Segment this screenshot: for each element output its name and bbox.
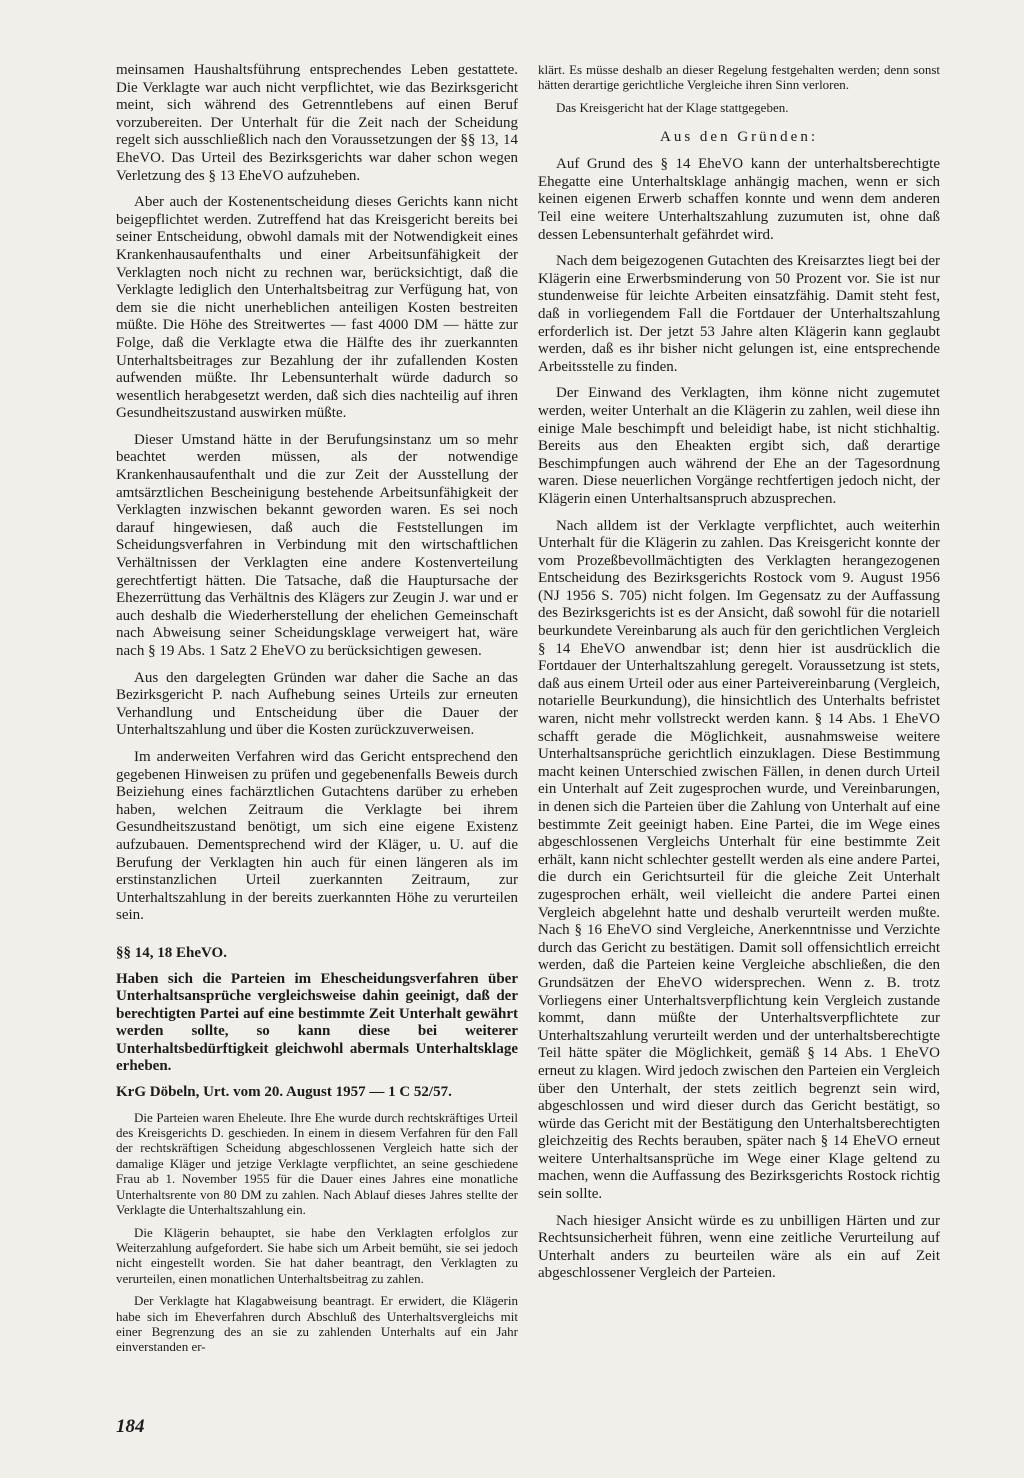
paragraph: Nach hiesiger Ansicht würde es zu unbilligen Härten und zur Rechtsunsicherheit führen, wenn eine zeitliche Verurteilung auf Unterhalt anders zu beurteilen wäre als ein auf Zeit abgeschlossener Vergleich der Parteien.	[538, 1212, 940, 1282]
page-number: 184	[116, 1416, 145, 1437]
paragraph: Der Einwand des Verklagten, ihm könne nicht zugemutet werden, weiter Unterhalt an die Klägerin zu zahlen, weil diese ihn einige Male beschimpft und beleidigt habe, ist nicht stichhaltig. Bereits aus den Eheakten ergibt sich, daß derartige Beschimpfungen auch während der Ehe an der Tagesordnung waren. Diese neuerlichen Vorgänge rechtfertigen jedoch nicht, der Klägerin einen Unterhaltsanspruch abzusprechen.	[538, 385, 940, 507]
paragraph: Nach alldem ist der Verklagte verpflichtet, auch weiterhin Unterhalt für die Klägerin zu zahlen. Das Kreisgericht konnte der vom Prozeßbevollmächtigten des Verklagten herangezogenen Entscheidung des Bezirksgerichts Rostock vom 9. August 1956 (NJ 1956 S. 705) nicht folgen. Im Gegensatz zu der Auffassung des Bezirksgerichts ist es der Ansicht, daß sowohl für die notariell beurkundete Vereinbarung als auch für den gerichtlichen Vergleich § 14 EheVO anwendbar ist; denn hier ist ausdrücklich die Fortdauer der Unterhaltszahlung geregelt. Voraussetzung ist stets, daß aus einem Urteil oder aus einer Parteivereinbarung (Vergleich, notarielle Beurkundung), die hinsichtlich des Unterhalts befristet waren, nicht mehr vollstreckt werden kann. § 14 Abs. 1 EheVO schafft gerade die Möglichkeit, ausnahmsweise weitere Unterhaltsansprüche gerichtlich einzuklagen. Diese Bestimmung macht keinen Unterschied zwischen Fällen, in denen durch Urteil ein Unterhalt auf Zeit zugesprochen wurde, und Vereinbarungen, in denen sich die Parteien über die Zahlung von Unterhalt auf eine bestimmte Zeit geeinigt haben. Eine Partei, die im Wege eines abgeschlossenen Vergleichs Unterhalt für eine bestimmte Zeit erhält, kann nicht schlechter gestellt werden als eine andere Partei, die durch ein Gerichtsurteil für die gleiche Zeit Unterhalt zugesprochen erhält, weil vielleicht die andere Partei einen Vergleich abgelehnt hatte und deshalb verurteilt werden mußte. Nach § 16 EheVO sind Vergleiche, Anerkenntnisse und Verzichte durch das Gericht zu bestätigen. Damit soll offensichtlich erreicht werden, daß die Parteien keine Vergleiche abschließen, die den Grundsätzen der EheVO widersprechen. Wenn z. B. trotz Vorliegens einer Unterhaltsverpflichtung kein Vergleich zustande kommt, dann müßte der Unterhaltsverpflichtete zur Unterhaltszahlung verurteilt werden und der unterhaltsberechtigte Teil hätte später die Möglichkeit, gemäß § 14 Abs. 1 EheVO erneut zu klagen. Wird jedoch zwischen den Parteien ein Vergleich über den Unterhalt, der stets zeitlich begrenzt sein wird, abgeschlossen und wird dieser durch das Gericht bestätigt, so würde das Gericht mit der Bestätigung den Unterhaltsberechtigten gleichzeitig des Rechts berauben, später nach § 14 EheVO erneut weitere Unterhaltsansprüche im Wege einer Klage geltend zu machen, wenn die Auffassung des Bezirksgerichts Rostock richtig sein sollte.	[538, 517, 940, 1203]
reasons-heading: Aus den Gründen:	[660, 129, 818, 146]
facts-paragraph: Die Klägerin behauptet, sie habe den Verklagten erfolglos zur Weiterzahlung aufgefordert. Sie habe sich um Arbeit bemüht, sie sei jedoch nicht eingestellt worden. Sie hat daher beantragt, den Verklagten zu verurteilen, einen monatlichen Unterhaltsbeitrag zu zahlen.	[116, 1224, 518, 1286]
paragraph: Im anderweiten Verfahren wird das Gericht entsprechend den gegebenen Hinweisen zu prüfen und gegebenenfalls Beweis durch Beiziehung eines fachärztlichen Gutachtens darüber zu erheben haben, welchen Zeitraum die Verklagte bei ihrem Gesundheitszustand benötigt, um sich eine eigene Existenz aufzubauen. Dementsprechend wird der Kläger, u. U. auf die Berufung der Verklagten hin auch für einen längeren als im erstinstanzlichen Urteil zuerkannten Zeitraum, zur Unterhaltszahlung in der bereits zuerkannten Höhe zu verurteilen sein.	[116, 748, 518, 924]
facts-paragraph: klärt. Es müsse deshalb an dieser Regelung festgehalten werden; denn sonst hätten derartige gerichtliche Vergleiche ihren Sinn verloren.	[538, 62, 940, 93]
facts-paragraph: Die Parteien waren Eheleute. Ihre Ehe wurde durch rechtskräftiges Urteil des Kreisgerichts D. geschieden. In einem in diesem Verfahren für den Fall der rechtskräftigen Scheidung abgeschlossenen Vergleich hatte sich der damalige Kläger und jetzige Verklagte verpflichtet, an seine geschiedene Frau ab 1. November 1955 für die Dauer eines Jahres eine monatliche Unterhaltsrente von 80 DM zu zahlen. Nach Ablauf dieses Jahres stellte der Verklagte die Unterhaltszahlung ein.	[116, 1109, 518, 1218]
paragraph: meinsamen Haushaltsführung entsprechendes Leben gestattete. Die Verklagte war auch nicht verpflichtet, wie das Bezirksgericht meint, sich während des Getrenntlebens auf einen Beruf vorzubereiten. Der Unterhalt für die Zeit nach der Scheidung regelt sich ausschließlich nach den Voraussetzungen der §§ 13, 14 EheVO. Das Urteil des Bezirksgerichts war daher schon wegen Verletzung des § 13 EheVO aufzuheben.	[116, 62, 518, 184]
case-summary: Haben sich die Parteien im Ehescheidungsverfahren über Unterhaltsansprüche vergleichsweise dahin geeinigt, daß der berechtigten Partei auf eine bestimmte Zeit Unterhalt gewährt werden sollte, so kann diese bei weiterer Unterhaltsbedürftigkeit gleichwohl abermals Unterhaltsklage erheben.	[116, 970, 518, 1075]
facts-paragraph: Der Verklagte hat Klagabweisung beantragt. Er erwidert, die Klägerin habe sich im Eheverfahren durch Abschluß des Unterhaltsvergleichs mit einer Begrenzung des an sie zu zahlenden Unterhalts auf ein Jahr einverstanden er-	[116, 1293, 518, 1355]
paragraph: Aber auch der Kostenentscheidung dieses Gerichts kann nicht beigepflichtet werden. Zutreffend hat das Kreisgericht bereits bei seiner Entscheidung, obwohl damals mit der Notwendigkeit eines Krankenhausaufenthalts und einer Arbeitsunfähigkeit der Verklagten noch nicht zu rechnen war, berücksichtigt, daß die Verklagte lediglich den Unterhaltsbeitrag zur Verfügung hat, von dem sie die nicht unerheblichen anteiligen Kosten bestreiten müßte. Die Höhe des Streitwertes — fast 4000 DM — hätte zur Folge, daß die Verklagte etwa die Hälfte des ihr zuerkannten Unterhaltsbeitrages zur Bezahlung der ihr zufallenden Kosten aufwenden müßte. Ihr Lebensunterhalt würde dadurch so wesentlich herabgesetzt werden, daß sich dies nachteilig auf ihren Gesundheitszustand auswirken müßte.	[116, 194, 518, 422]
paragraph: Auf Grund des § 14 EheVO kann der unterhaltsberechtigte Ehegatte eine Unterhaltsklage anhängig machen, wenn er sich keinen eigenen Erwerb schaffen konnte und wenn dem anderen Teil eine weitere Unterhaltszahlung zuzumuten ist, ohne daß dessen Lebensunterhalt gefährdet wird.	[538, 156, 940, 243]
case-reference: KrG Döbeln, Urt. vom 20. August 1957 — 1 C 52/57.	[116, 1084, 452, 1101]
case-heading: §§ 14, 18 EheVO.	[116, 944, 227, 961]
left-column	[116, 62, 518, 1362]
paragraph: Nach dem beigezogenen Gutachten des Kreisarztes liegt bei der Klägerin eine Erwerbsminderung von 50 Prozent vor. Sie ist nur stundenweise für leichte Arbeiten einsatzfähig. Damit steht fest, daß in vorliegendem Fall die Fortdauer der Unterhaltszahlung erforderlich ist. Der jetzt 53 Jahre alten Klägerin kann geglaubt werden, daß es ihr bisher nicht gelungen ist, eine entsprechende Arbeitsstelle zu finden.	[538, 253, 940, 375]
paragraph: Aus den dargelegten Gründen war daher die Sache an das Bezirksgericht P. nach Aufhebung seines Urteils zur erneuten Verhandlung und Entscheidung über die Dauer der Unterhaltszahlung und über die Kosten zurückzuverweisen.	[116, 669, 518, 739]
facts-paragraph: Das Kreisgericht hat der Klage stattgegeben.	[556, 99, 789, 115]
right-column	[538, 62, 940, 1292]
paragraph: Dieser Umstand hätte in der Berufungsinstanz um so mehr beachtet werden müssen, als der notwendige Krankenhausaufenthalt und die zur Zeit der Ausstellung der amtsärztlichen Bescheinigung bestehende Arbeitsunfähigkeit der Verklagten inzwischen bekannt geworden waren. Es sei noch darauf hingewiesen, daß auch die Feststellungen im Scheidungsverfahren in Verbindung mit den wirtschaftlichen Verhältnissen der Verklagten eine andere Kostenverteilung gerechtfertigt hätten. Die Tatsache, daß die Hauptursache der Ehezerrüttung das Verhältnis des Klägers zur Zeugin J. war und er auch deshalb die Wiederherstellung der ehelichen Gemeinschaft nach Abweisung seiner Scheidungsklage verweigert hat, wäre nach § 19 Abs. 1 Satz 2 EheVO zu berücksichtigen gewesen.	[116, 431, 518, 659]
